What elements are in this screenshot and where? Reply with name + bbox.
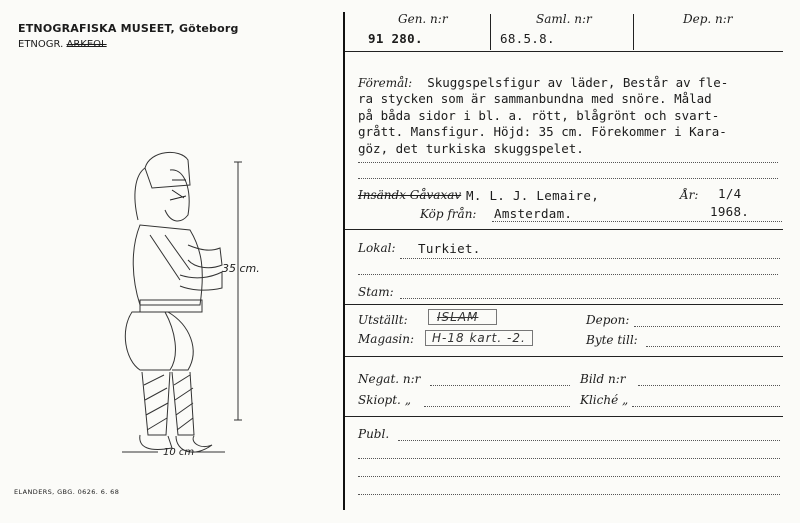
description-line: grått. Mansfigur. Höjd: 35 cm. Förekommer i Kara- [358,124,727,139]
description-line: göz, det turkiska skuggspelet. [358,140,584,156]
description-line: Skuggspelsfigur av läder, Består av fle- [427,74,729,90]
row-divider [345,51,783,52]
negat-label: Negat. n:r [358,372,421,386]
gen-value: 91 280. [368,31,423,46]
card-left-border [343,12,345,510]
year-value: 1968. [710,204,750,219]
publ-label: Publ. [358,427,390,441]
byte-label: Byte till: [586,333,638,347]
lokal-label: Lokal: [358,241,396,255]
printer-imprint: ELANDERS, GBG. 0626. 6. 68 [14,488,120,496]
dotted-line [358,162,778,163]
depon-label: Depon: [586,313,630,327]
row-divider [345,416,783,417]
dotted-line [638,385,780,386]
magasin-value: H-18 kart. -2. [425,330,533,346]
dotted-line [358,476,780,477]
description-line: på båda sidor i bl. a. rött, blågrönt och svart- [358,107,720,123]
column-separator [490,14,491,50]
magasin-label: Magasin: [358,332,415,346]
insand-struck-label: Insändx Gåvaxav [358,188,462,202]
dotted-line [358,274,778,275]
utstallt-value: ISLAM [428,309,497,325]
dotted-line [430,385,570,386]
dotted-line [632,406,780,407]
skiopt-label: Skiopt. „ [358,393,411,407]
utstallt-label: Utställt: [358,313,408,327]
kop-value: Amsterdam. [494,206,573,221]
department-line [18,39,107,50]
ar-value: 1/4 [718,186,742,201]
lokal-value: Turkiet. [418,241,481,256]
department-struck: ARKEOL [66,39,107,50]
saml-value: 68.5.8. [500,31,555,46]
row-divider [345,229,783,230]
bild-label: Bild n:r [580,372,626,386]
description-line: ra stycken som är sammanbundna med snöre. Målad [358,91,712,106]
object-description [358,58,793,157]
width-dimension: 10 cm [163,447,195,458]
row-divider [345,356,783,357]
insand-value: M. L. J. Lemaire, [466,188,600,203]
saml-label: Saml. n:r [536,12,592,26]
dotted-line [398,440,780,441]
foremal-label: Föremål: [358,75,413,90]
dotted-line [646,346,780,347]
dotted-line [424,406,570,407]
kliche-label: Kliché „ [580,393,629,407]
ar-label: År: [680,188,699,202]
puppet-sketch [110,140,280,470]
dotted-line [358,458,780,459]
gen-label: Gen. n:r [398,12,448,26]
museum-name: ETNOGRAFISKA MUSEET, Göteborg [18,22,239,35]
row-divider [345,304,783,305]
kop-label: Köp från: [420,207,477,221]
department-prefix: ETNOGR. [18,39,64,50]
dotted-line [358,178,778,179]
height-dimension: 35 cm. [222,262,260,275]
column-separator [633,14,634,50]
stam-label: Stam: [358,285,394,299]
dotted-line [358,494,780,495]
dotted-line [400,298,780,299]
dotted-line [634,326,780,327]
dep-label: Dep. n:r [683,12,733,26]
dotted-line [492,221,782,222]
dotted-line [400,258,780,259]
